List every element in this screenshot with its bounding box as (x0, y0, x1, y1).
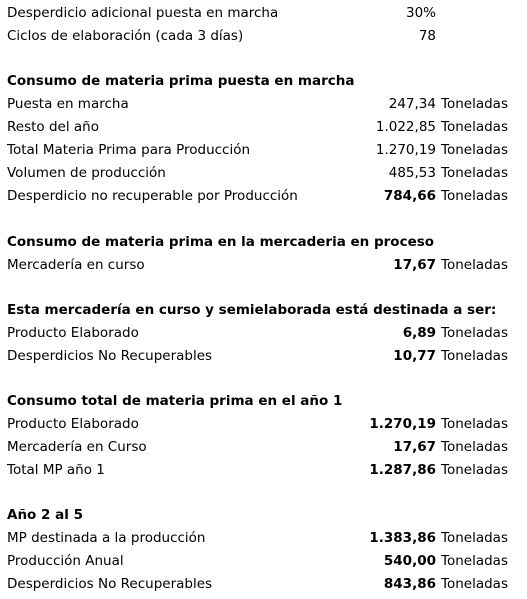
row-value: 247,34 (388, 96, 436, 112)
table-row (0, 139, 527, 162)
section-heading-text: Año 2 al 5 (7, 507, 83, 523)
section-heading (0, 231, 527, 254)
param-label: Desperdicio adicional puesta en marcha (7, 5, 279, 21)
row-value: 10,77 (393, 348, 436, 364)
row-value: 540,00 (383, 553, 436, 569)
row-value: 1.022,85 (375, 119, 436, 135)
row-label: Volumen de producción (7, 165, 166, 181)
param-row (0, 2, 527, 25)
table-row (0, 459, 527, 482)
row-unit: Toneladas (441, 257, 508, 273)
section-heading (0, 390, 527, 413)
table-row (0, 436, 527, 459)
section-heading-text: Consumo de materia prima en la mercaderia en proceso (7, 234, 435, 250)
row-value: 17,67 (393, 439, 436, 455)
row-label: Producto Elaborado (7, 416, 139, 432)
row-unit: Toneladas (441, 576, 508, 592)
section-heading-text: Esta mercadería en curso y semielaborada está destinada a ser: (7, 302, 497, 318)
table-row (0, 162, 527, 185)
table-row (0, 345, 527, 368)
row-value: 1.270,19 (375, 142, 436, 158)
table-row (0, 527, 527, 550)
section-heading (0, 504, 527, 527)
row-unit: Toneladas (441, 325, 508, 341)
row-value: 843,86 (383, 576, 436, 592)
row-label: Producción Anual (7, 553, 124, 569)
row-label: Desperdicios No Recuperables (7, 576, 213, 592)
table-row (0, 254, 527, 277)
section-heading (0, 299, 527, 322)
table-row (0, 185, 527, 208)
table-row (0, 116, 527, 139)
row-label: Desperdicios No Recuperables (7, 348, 213, 364)
row-unit: Toneladas (441, 416, 508, 432)
row-unit: Toneladas (441, 96, 508, 112)
row-label: Total MP año 1 (7, 462, 105, 478)
row-label: Producto Elaborado (7, 325, 139, 341)
param-row (0, 25, 527, 48)
row-unit: Toneladas (441, 165, 508, 181)
row-label: MP destinada a la producción (7, 530, 206, 546)
row-unit: Toneladas (441, 188, 508, 204)
row-label: Total Materia Prima para Producción (7, 142, 251, 158)
section-heading-text: Consumo de materia prima puesta en marcha (7, 73, 355, 89)
section-heading-text: Consumo total de materia prima en el año 1 (7, 393, 343, 409)
row-unit: Toneladas (441, 553, 508, 569)
param-value: 30% (405, 5, 436, 21)
table-row (0, 413, 527, 436)
row-value: 6,89 (402, 325, 436, 341)
row-label: Resto del año (7, 119, 99, 135)
row-value: 1.270,19 (369, 416, 436, 432)
row-value: 17,67 (393, 257, 436, 273)
row-unit: Toneladas (441, 119, 508, 135)
row-unit: Toneladas (441, 142, 508, 158)
row-label: Puesta en marcha (7, 96, 129, 112)
row-label: Mercadería en curso (7, 257, 145, 273)
row-value: 784,66 (383, 188, 436, 204)
param-value: 78 (418, 28, 436, 44)
row-label: Desperdicio no recuperable por Producción (7, 188, 298, 204)
row-value: 1.287,86 (369, 462, 436, 478)
table-row (0, 550, 527, 573)
row-unit: Toneladas (441, 439, 508, 455)
row-unit: Toneladas (441, 348, 508, 364)
section-heading (0, 70, 527, 93)
row-value: 1.383,86 (369, 530, 436, 546)
table-row (0, 93, 527, 116)
row-value: 485,53 (388, 165, 436, 181)
table-row (0, 322, 527, 345)
param-label: Ciclos de elaboración (cada 3 días) (7, 28, 244, 44)
table-row (0, 573, 527, 596)
row-unit: Toneladas (441, 462, 508, 478)
row-label: Mercadería en Curso (7, 439, 147, 455)
row-unit: Toneladas (441, 530, 508, 546)
